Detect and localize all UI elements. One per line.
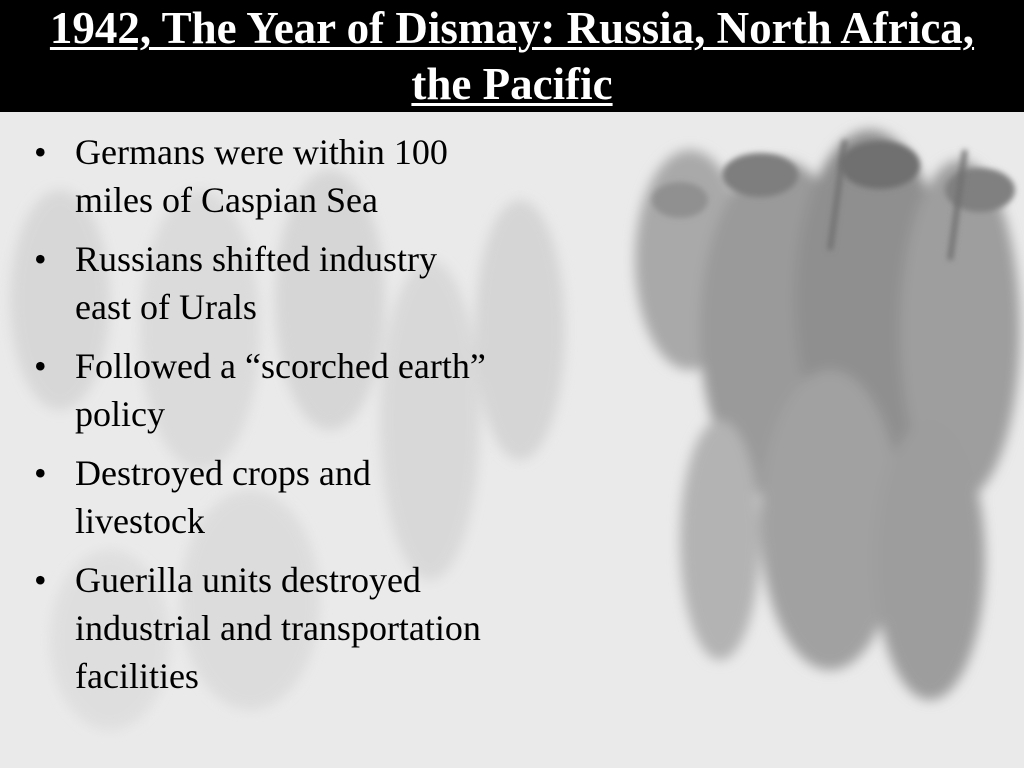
bullet-dot: • xyxy=(34,132,47,172)
bullet-item xyxy=(34,128,634,224)
bullet-dot: • xyxy=(34,346,47,386)
bullet-item xyxy=(34,449,634,545)
bullet-item xyxy=(34,342,634,438)
bullet-text-line: industrial and transportation xyxy=(75,608,481,648)
slide-title: 1942, The Year of Dismay: Russia, North Africa, the Pacific xyxy=(49,3,975,109)
bullet-dot: • xyxy=(34,560,47,600)
bullet-text-line: miles of Caspian Sea xyxy=(75,180,378,220)
bullet-text-line: facilities xyxy=(75,656,199,696)
bullet-text-line: Germans were within 100 xyxy=(75,132,448,172)
bullet-item xyxy=(34,556,634,700)
bullet-text-line: Destroyed crops and xyxy=(75,453,371,493)
bullet-text-line: Russians shifted industry xyxy=(75,239,438,279)
bullet-text-line: east of Urals xyxy=(75,287,257,327)
bullet-text-line: livestock xyxy=(75,501,205,541)
bullet-dot: • xyxy=(34,453,47,493)
bullet-text-line: Followed a “scorched earth” xyxy=(75,346,486,386)
bullet-text-line: policy xyxy=(75,394,165,434)
bullet-list xyxy=(34,128,634,711)
bullet-item xyxy=(34,235,634,331)
bullet-text-line: Guerilla units destroyed xyxy=(75,560,421,600)
bullet-dot: • xyxy=(34,239,47,279)
